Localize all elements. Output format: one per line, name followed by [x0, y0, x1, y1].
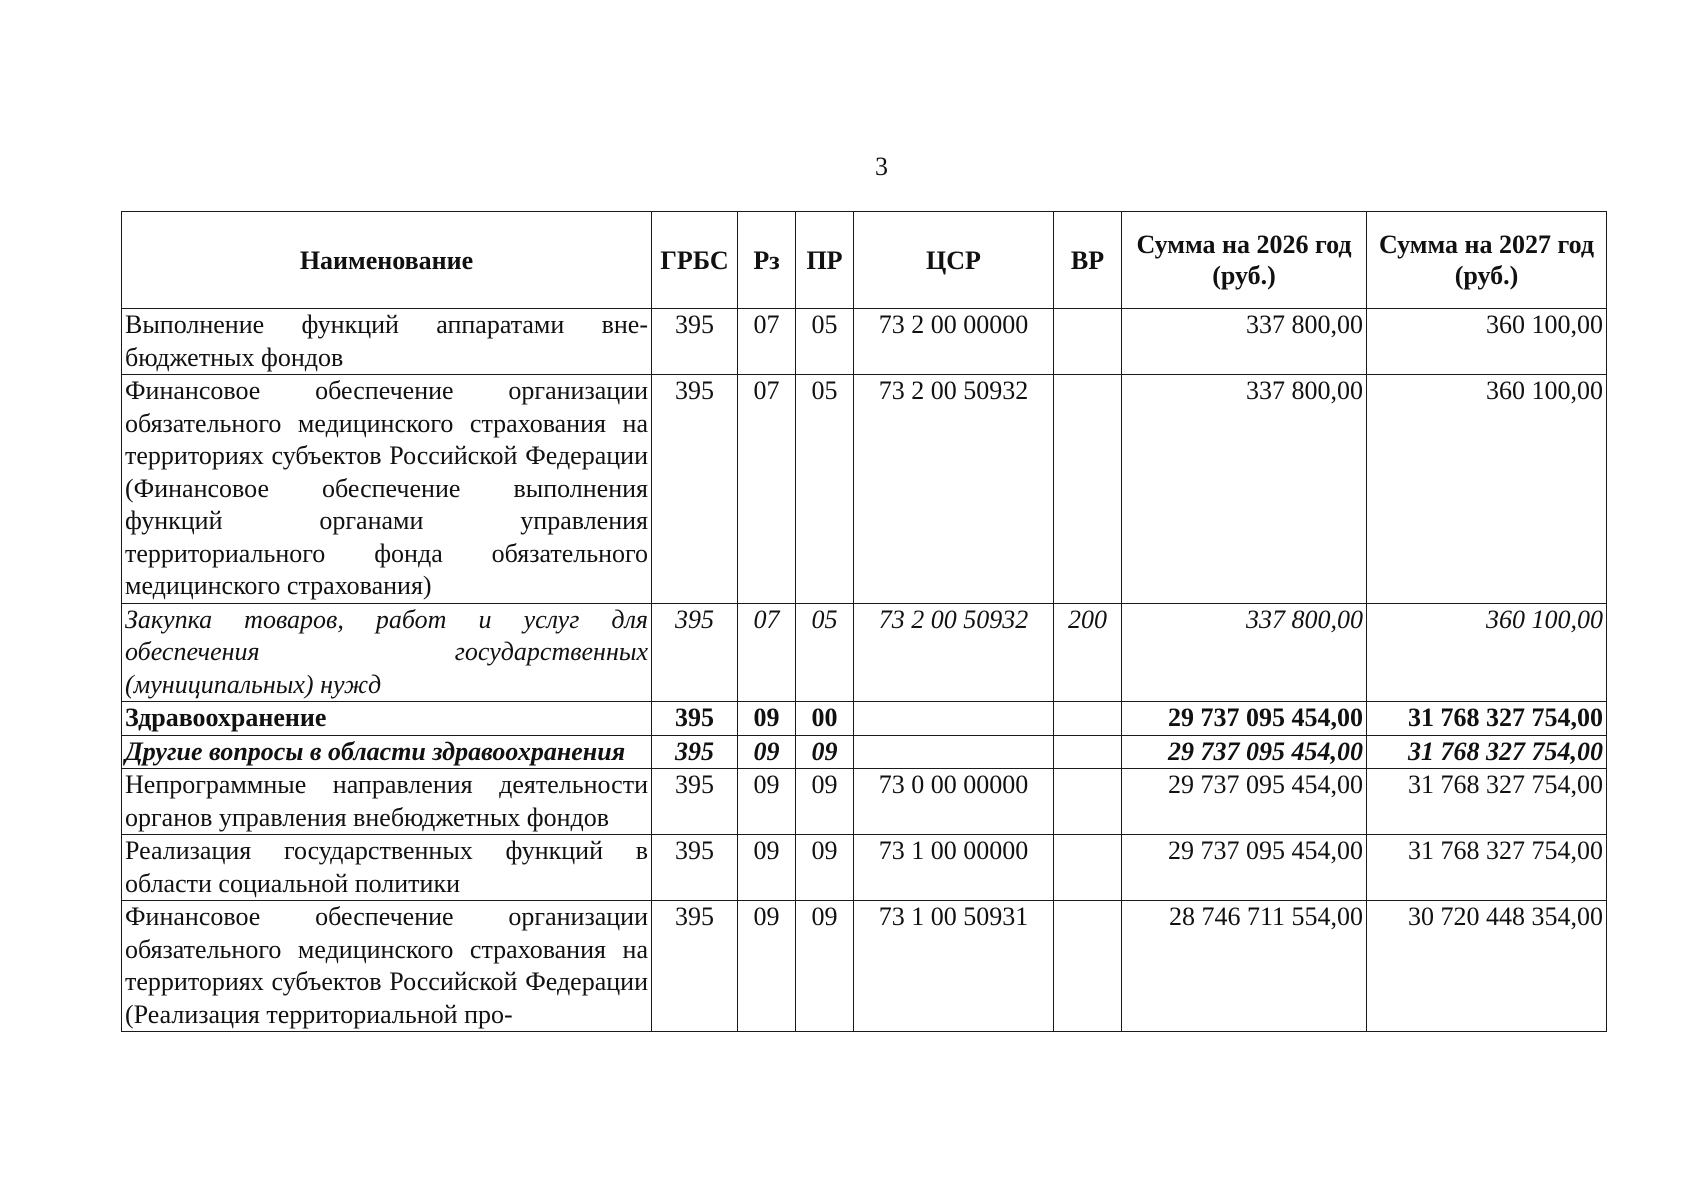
row-name: Финансовое обеспечение организации обязательного медицинского страхования на территориях субъектов Российской Федерации (Реализация территориальной про- — [122, 901, 652, 1032]
row-vr — [1054, 375, 1122, 604]
table-row — [122, 769, 1607, 835]
row-sum-2026: 337 800,00 — [1122, 375, 1367, 604]
row-sum-2026: 28 746 711 554,00 — [1122, 901, 1367, 1032]
row-pr: 09 — [796, 901, 854, 1032]
row-sum-2027: 31 768 327 754,00 — [1367, 702, 1607, 736]
budget-table — [121, 211, 1607, 1032]
row-sum-2026: 337 800,00 — [1122, 603, 1367, 702]
row-rz: 09 — [738, 702, 796, 736]
row-rz: 09 — [738, 735, 796, 769]
row-pr: 00 — [796, 702, 854, 736]
row-grbs: 395 — [652, 603, 738, 702]
row-rz: 09 — [738, 769, 796, 835]
table-row — [122, 835, 1607, 901]
table-row — [122, 603, 1607, 702]
row-name: Финансовое обеспечение организации обязательного медицинского страхования на территориях субъектов Российской Федерации (Финансовое обеспечение выполнения функций органами управления территориального фонда обязательного медицинского страхования) — [122, 375, 652, 604]
row-pr: 09 — [796, 835, 854, 901]
header-pr: ПР — [796, 212, 854, 309]
table-row — [122, 309, 1607, 375]
row-pr: 09 — [796, 769, 854, 835]
row-name: Непрограммные направления деятельности органов управления внебюджетных фондов — [122, 769, 652, 835]
header-rz: Рз — [738, 212, 796, 309]
page-number: 3 — [875, 152, 888, 181]
table-row — [122, 375, 1607, 604]
row-pr: 05 — [796, 375, 854, 604]
row-sum-2027: 360 100,00 — [1367, 375, 1607, 604]
row-csr: 73 1 00 00000 — [854, 835, 1054, 901]
row-vr — [1054, 901, 1122, 1032]
row-vr — [1054, 702, 1122, 736]
row-pr: 05 — [796, 603, 854, 702]
table-row — [122, 735, 1607, 769]
row-pr: 09 — [796, 735, 854, 769]
row-name: Закупка товаров, работ и услуг для обеспечения государственных (муниципальных) нужд — [122, 603, 652, 702]
row-vr — [1054, 309, 1122, 375]
row-sum-2027: 31 768 327 754,00 — [1367, 835, 1607, 901]
row-csr: 73 1 00 50931 — [854, 901, 1054, 1032]
row-rz: 07 — [738, 309, 796, 375]
row-csr — [854, 702, 1054, 736]
row-sum-2026: 29 737 095 454,00 — [1122, 702, 1367, 736]
row-name: Другие вопросы в области здравоохранения — [122, 735, 652, 769]
table-header-row — [122, 212, 1607, 309]
row-sum-2027: 30 720 448 354,00 — [1367, 901, 1607, 1032]
row-rz: 07 — [738, 375, 796, 604]
row-grbs: 395 — [652, 309, 738, 375]
header-vr: ВР — [1054, 212, 1122, 309]
row-csr: 73 2 00 50932 — [854, 375, 1054, 604]
row-rz: 09 — [738, 901, 796, 1032]
row-pr: 05 — [796, 309, 854, 375]
row-vr — [1054, 835, 1122, 901]
row-vr — [1054, 735, 1122, 769]
row-csr: 73 2 00 50932 — [854, 603, 1054, 702]
row-rz: 09 — [738, 835, 796, 901]
row-sum-2027: 31 768 327 754,00 — [1367, 769, 1607, 835]
row-name: Реализация государственных функций в области социальной политики — [122, 835, 652, 901]
row-sum-2026: 29 737 095 454,00 — [1122, 769, 1367, 835]
row-sum-2026: 29 737 095 454,00 — [1122, 835, 1367, 901]
row-grbs: 395 — [652, 835, 738, 901]
header-sum-2026: Сумма на 2026 год (руб.) — [1122, 212, 1367, 309]
header-name: Наименование — [122, 212, 652, 309]
row-grbs: 395 — [652, 375, 738, 604]
table-row — [122, 901, 1607, 1032]
header-csr: ЦСР — [854, 212, 1054, 309]
row-grbs: 395 — [652, 901, 738, 1032]
row-csr — [854, 735, 1054, 769]
row-sum-2026: 29 737 095 454,00 — [1122, 735, 1367, 769]
header-grbs: ГРБС — [652, 212, 738, 309]
row-grbs: 395 — [652, 735, 738, 769]
row-name: Выполнение функций аппаратами вне-бюджетных фондов — [122, 309, 652, 375]
row-rz: 07 — [738, 603, 796, 702]
row-grbs: 395 — [652, 769, 738, 835]
row-sum-2027: 31 768 327 754,00 — [1367, 735, 1607, 769]
row-csr: 73 0 00 00000 — [854, 769, 1054, 835]
row-csr: 73 2 00 00000 — [854, 309, 1054, 375]
header-sum-2027: Сумма на 2027 год (руб.) — [1367, 212, 1607, 309]
row-sum-2026: 337 800,00 — [1122, 309, 1367, 375]
row-sum-2027: 360 100,00 — [1367, 603, 1607, 702]
row-sum-2027: 360 100,00 — [1367, 309, 1607, 375]
table-row — [122, 702, 1607, 736]
row-vr — [1054, 769, 1122, 835]
row-name: Здравоохранение — [122, 702, 652, 736]
row-grbs: 395 — [652, 702, 738, 736]
row-vr: 200 — [1054, 603, 1122, 702]
